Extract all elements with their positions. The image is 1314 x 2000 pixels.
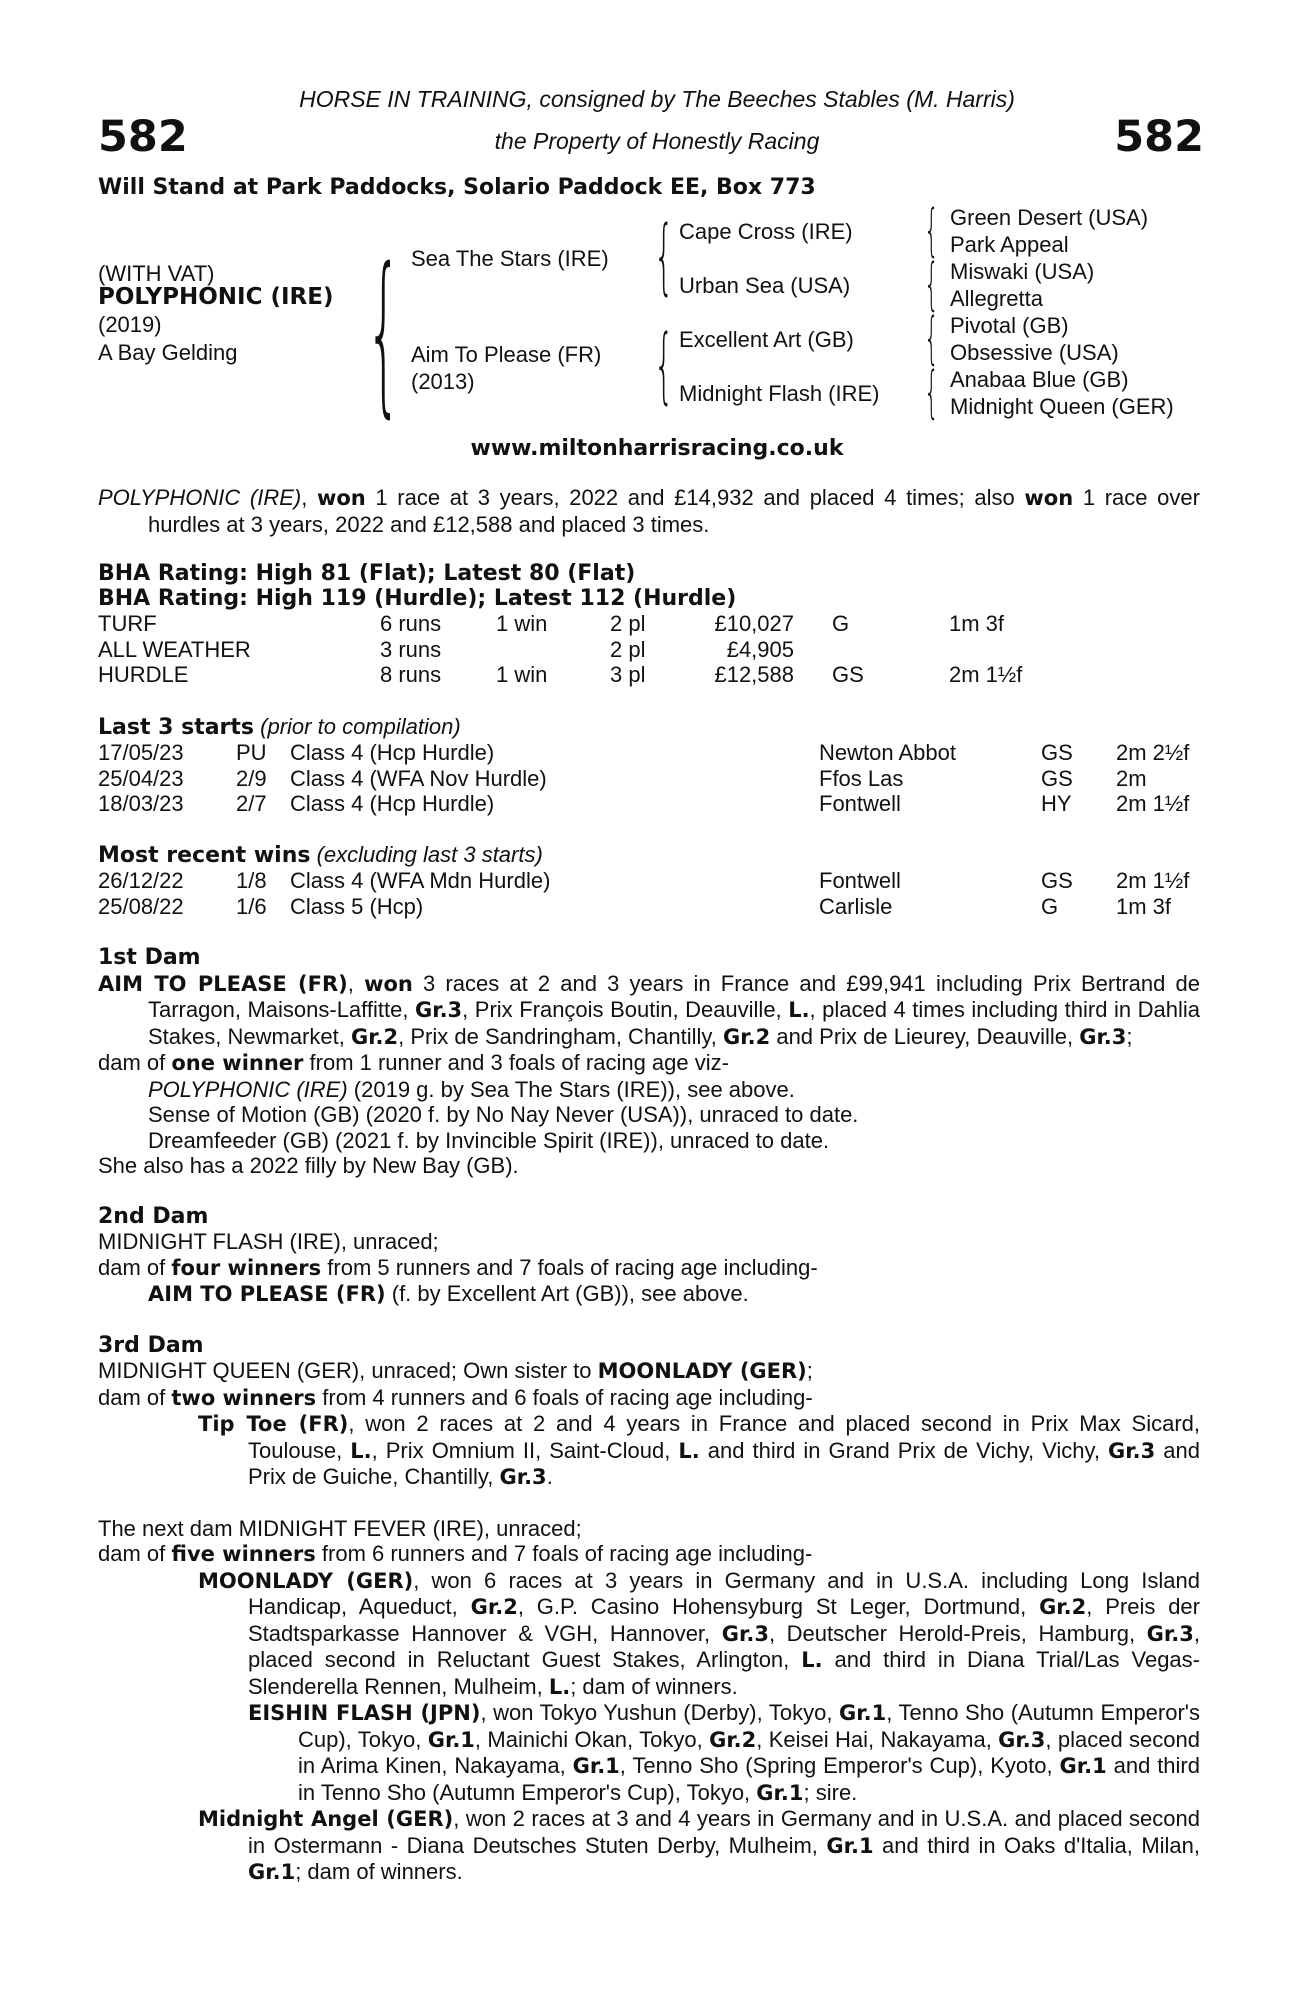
first-dam-record: AIM TO PLEASE (FR), won 3 races at 2 and 3 years in France and £99,941 including Prix Bertrand de Tarragon, Maisons-Laffitte, Gr.3, Prix François Boutin, Deauville, L., placed 4 times including third in Dahlia Stakes, Newmarket, Gr.2, Prix de Sandringham, Chantilly, Gr.2 and Prix de Lieurey, Deauville, Gr.3; <box>98 970 1200 1049</box>
grade-label: Gr.2 <box>350 1024 399 1049</box>
start-course: Fontwell <box>819 791 901 816</box>
sibling-name: MOONLADY (GER) <box>597 1359 807 1383</box>
last-starts-note: (prior to compilation) <box>260 714 461 739</box>
win-date: 26/12/22 <box>98 868 184 893</box>
progeny-entry: Dreamfeeder (GB) (2021 f. by Invincible Spirit (IRE)), unraced to date. <box>148 1127 830 1153</box>
record-runs: 6 runs <box>380 611 442 636</box>
record-placed: 3 pl <box>610 662 646 687</box>
record-text: , won 2 races at 2 and 4 years in France and placed second in Prix Max Sicard, Toulouse, <box>248 1411 1201 1463</box>
start-distance: 2m 2½f <box>1116 740 1190 765</box>
record-row <box>98 662 1022 688</box>
stand-location: Will Stand at Park Paddocks, Solario Paddock EE, Box 773 <box>98 175 816 200</box>
grade-label: L. <box>548 1674 571 1699</box>
record-wins <box>496 637 610 663</box>
summary-text: 1 race at 3 years, 2022 and £14,932 and placed 4 times; also <box>365 485 1025 510</box>
start-position: 2/7 <box>236 791 267 816</box>
produce-text: dam of <box>98 1050 172 1075</box>
summary-horse-name: POLYPHONIC (IRE) <box>98 485 302 510</box>
win-going: GS <box>1041 868 1073 893</box>
next-dam-produce <box>98 1541 1200 1568</box>
win-position: 1/8 <box>236 868 267 893</box>
brace-g4: { <box>924 360 939 425</box>
progeny-entry: Sense of Motion (GB) (2020 f. by No Nay Never (USA)), unraced to date. <box>148 1102 859 1127</box>
record-text: ; <box>806 1358 813 1383</box>
record-text: and Prix de Lieurey, Deauville, <box>770 1023 1080 1049</box>
grade-label: Gr.2 <box>1039 1595 1087 1619</box>
grandsire-3: Pivotal (GB) <box>950 313 1069 338</box>
win-race: Class 5 (Hcp) <box>290 893 424 919</box>
progeny-text: (2019 g. by Sea The Stars (IRE)), see above. <box>347 1076 795 1102</box>
record-text: , Mainichi Okan, Tokyo, <box>474 1726 710 1752</box>
grade-label: Gr.1 <box>839 1701 887 1725</box>
won-label: won <box>1024 486 1074 510</box>
record-text: ; sire. <box>803 1779 858 1805</box>
produce-text: dam of <box>98 1254 172 1280</box>
recent-wins-note: (excluding last 3 starts) <box>316 842 543 867</box>
record-row <box>98 611 1022 637</box>
start-race: Class 4 (Hcp Hurdle) <box>290 791 495 816</box>
start-distance: 2m 1½f <box>1116 791 1190 816</box>
consignment-line: HORSE IN TRAINING, consigned by The Beeches Stables (M. Harris) <box>299 86 1015 112</box>
lot-number-left: 582 <box>98 112 188 162</box>
granddam-4: Midnight Queen (GER) <box>950 394 1174 419</box>
record-text: and third in Oaks d'Italia, Milan, <box>873 1832 1200 1858</box>
first-dam-title: 1st Dam <box>98 945 201 970</box>
brace-dam: { <box>654 318 674 413</box>
record-wins: 1 win <box>496 662 548 687</box>
record-text: , won 2 races at 3 and 4 years in Germany and in U.S.A. and placed second in Ostermann - Diana Deutsches Stuten Derby, Mulheim, <box>248 1806 1200 1858</box>
grade-label: L. <box>678 1438 700 1463</box>
record-text: , placed second in Reluctant Guest Stakes, Arlington, <box>248 1620 1200 1672</box>
produce-text: from 6 runners and 7 foals of racing age including- <box>315 1541 813 1566</box>
winner-count: one winner <box>171 1051 304 1075</box>
win-position: 1/6 <box>236 893 267 919</box>
record-text: and third in Tenno Sho (Autumn Emperor's Cup), Tokyo, <box>298 1753 1200 1805</box>
grade-label: Gr.3 <box>721 1621 769 1646</box>
first-dam-produce <box>98 1050 1200 1077</box>
record-prize: £4,905 <box>726 636 794 662</box>
record-text: ; dam of winners. <box>295 1859 463 1884</box>
produce-text: from 4 runners and 6 foals of racing age including- <box>316 1384 813 1410</box>
brace-main: { <box>366 231 402 434</box>
progeny-entry <box>98 1568 1200 1701</box>
start-date: 17/05/23 <box>98 740 184 765</box>
second-dam-title: 2nd Dam <box>98 1203 209 1229</box>
record-text: , Keisei Hai, Nakayama, <box>756 1726 999 1752</box>
winner-count: four winners <box>171 1255 322 1280</box>
grandsire-2: Miswaki (USA) <box>950 259 1095 284</box>
first-dam-note: She also has a 2022 filly by New Bay (GB). <box>98 1153 519 1178</box>
grade-label: Gr.3 <box>1079 1024 1127 1049</box>
grade-label: Gr.2 <box>723 1024 771 1049</box>
grade-label: Gr.3 <box>998 1727 1046 1752</box>
win-distance: 2m 1½f <box>1116 868 1190 893</box>
start-distance: 2m <box>1116 765 1147 791</box>
progeny-name: EISHIN FLASH (JPN) <box>248 1701 481 1725</box>
grade-label: L. <box>350 1438 372 1463</box>
record-type: TURF <box>98 611 157 636</box>
record-placed: 2 pl <box>610 636 646 662</box>
record-text: , placed second in Arima Kinen, Nakayama, <box>298 1726 1200 1778</box>
progeny-name: MOONLADY (GER) <box>198 1568 414 1593</box>
progeny-name: Tip Toe (FR) <box>198 1412 349 1436</box>
granddam-3: Obsessive (USA) <box>950 340 1119 365</box>
grade-label: Gr.1 <box>756 1780 804 1805</box>
record-runs: 3 runs <box>380 636 442 662</box>
website-link[interactable]: www.miltonharrisracing.co.uk <box>470 436 844 461</box>
start-row <box>98 791 1189 817</box>
brace-g3: { <box>924 306 939 371</box>
record-distance: 2m 1½f <box>949 662 1023 687</box>
brace-sire: { <box>654 209 674 304</box>
progeny-name: POLYPHONIC (IRE) <box>148 1076 348 1102</box>
start-race: Class 4 (Hcp Hurdle) <box>290 740 495 765</box>
record-text: , Tenno Sho (Autumn Emperor's Cup), Tokyo, <box>298 1700 1201 1752</box>
record-text: MIDNIGHT QUEEN (GER), unraced; Own sister to <box>98 1358 598 1383</box>
start-going: HY <box>1041 791 1072 816</box>
progeny-name: AIM TO PLEASE (FR) <box>148 1282 386 1306</box>
record-row <box>98 637 1022 663</box>
last-starts-heading <box>98 714 461 740</box>
record-text: . <box>546 1464 553 1489</box>
record-runs: 8 runs <box>380 662 442 687</box>
start-position: 2/9 <box>236 765 267 791</box>
won-label: won <box>316 486 366 510</box>
record-text: , Tenno Sho (Spring Emperor's Cup), Kyoto, <box>619 1753 1060 1778</box>
grade-label: Gr.1 <box>248 1860 296 1884</box>
granddam-1: Park Appeal <box>950 232 1069 257</box>
grandsire-4: Anabaa Blue (GB) <box>950 367 1129 392</box>
record-prize: £12,588 <box>714 662 794 687</box>
win-row <box>98 894 1189 920</box>
next-dam-record: The next dam MIDNIGHT FEVER (IRE), unraced; <box>98 1515 582 1541</box>
granddam-2: Allegretta <box>950 286 1043 311</box>
winner-count: five winners <box>171 1542 316 1566</box>
record-wins: 1 win <box>496 611 548 636</box>
progeny-text: (f. by Excellent Art (GB)), see above. <box>385 1281 749 1306</box>
vat-label: (WITH VAT) <box>98 261 215 286</box>
dam-dam: Midnight Flash (IRE) <box>679 381 880 406</box>
record-text: , G.P. Casino Hohensyburg St Leger, Dortmund, <box>517 1594 1040 1619</box>
record-text: , Prix de Sandringham, Chantilly, <box>398 1023 724 1049</box>
progeny-entry <box>98 1077 1200 1103</box>
grade-label: Gr.1 <box>572 1754 620 1778</box>
record-placed: 2 pl <box>610 611 646 636</box>
second-dam-produce <box>98 1255 1200 1282</box>
grade-label: L. <box>788 998 810 1022</box>
brace-g2: { <box>924 252 939 317</box>
grade-label: Gr.1 <box>1059 1754 1107 1778</box>
record-type: HURDLE <box>98 662 189 687</box>
win-date: 25/08/22 <box>98 893 184 919</box>
win-row <box>98 868 1189 894</box>
record-type: ALL WEATHER <box>98 636 251 662</box>
third-dam-record <box>98 1358 1200 1385</box>
record-text: , won Tokyo Yushun (Derby), Tokyo, <box>480 1700 840 1725</box>
third-dam-title: 3rd Dam <box>98 1332 204 1358</box>
win-going: G <box>1041 893 1059 919</box>
produce-text: dam of <box>98 1384 172 1410</box>
record-text: , Prix François Boutin, Deauville, <box>462 997 789 1022</box>
bha-rating-hurdle: BHA Rating: High 119 (Hurdle); Latest 112 (Hurdle) <box>98 586 737 611</box>
win-course: Carlisle <box>819 893 893 919</box>
third-dam-produce <box>98 1385 1200 1412</box>
win-course: Fontwell <box>819 868 901 893</box>
horse-description: A Bay Gelding <box>98 340 238 365</box>
grandsire-1: Green Desert (USA) <box>950 205 1149 230</box>
start-date: 25/04/23 <box>98 765 184 791</box>
record-text: and third in Diana Trial/Las Vegas-Slenderella Rennen, Mulheim, <box>248 1647 1200 1699</box>
grade-label: Gr.2 <box>470 1595 518 1619</box>
produce-text: from 1 runner and 3 foals of racing age viz- <box>303 1050 729 1075</box>
grade-label: Gr.1 <box>826 1833 874 1858</box>
record-text: , placed 4 times including third in Dahlia Stakes, Newmarket, <box>148 997 1200 1049</box>
win-distance: 1m 3f <box>1116 893 1172 919</box>
produce-text: dam of <box>98 1541 172 1566</box>
record-table <box>98 611 1022 688</box>
recent-wins-title: Most recent wins <box>98 843 311 868</box>
dam-sections <box>98 945 1200 1886</box>
record-text: and Prix de Guiche, Chantilly, <box>248 1437 1200 1489</box>
progeny-entry <box>98 1806 1200 1886</box>
start-race: Class 4 (WFA Nov Hurdle) <box>290 765 547 791</box>
record-text: ; <box>1126 1023 1133 1049</box>
summary-paragraph: POLYPHONIC (IRE), won 1 race at 3 years, 2022 and £14,932 and placed 4 times; also won 1 race over hurdles at 3 years, 2022 and £12,588 and placed 3 times. <box>98 485 1200 537</box>
record-distance <box>949 637 1022 663</box>
record-text: , won 6 races at 3 years in Germany and in U.S.A. including Long Island Handicap, Aqueduct, <box>248 1567 1201 1619</box>
start-row <box>98 766 1189 792</box>
start-date: 18/03/23 <box>98 791 184 816</box>
bha-rating-flat: BHA Rating: High 81 (Flat); Latest 80 (Flat) <box>98 561 636 586</box>
start-position: PU <box>236 740 267 765</box>
produce-text: from 5 runners and 7 foals of racing age including- <box>321 1254 818 1280</box>
progeny-entry <box>98 1411 1200 1491</box>
start-row <box>98 740 1189 766</box>
won-label: won <box>364 971 413 996</box>
sire-dam: Urban Sea (USA) <box>679 273 851 298</box>
record-text: , Prix Omnium II, Saint-Cloud, <box>371 1437 679 1463</box>
record-distance: 1m 3f <box>949 611 1005 636</box>
progeny-entry <box>98 1700 1200 1806</box>
dam-name: Aim To Please (FR) <box>411 342 602 367</box>
second-dam-record: MIDNIGHT FLASH (IRE), unraced; <box>98 1229 439 1254</box>
horse-name: POLYPHONIC (IRE) <box>98 284 334 310</box>
grade-label: Gr.2 <box>709 1727 757 1752</box>
win-race: Class 4 (WFA Mdn Hurdle) <box>290 868 551 893</box>
last-starts-title: Last 3 starts <box>98 715 255 740</box>
record-going: GS <box>832 662 864 687</box>
progeny-entry <box>98 1281 1200 1308</box>
dam-sire: Excellent Art (GB) <box>679 327 854 352</box>
sire-sire: Cape Cross (IRE) <box>679 219 853 244</box>
start-going: GS <box>1041 740 1073 765</box>
summary-text: 1 race over hurdles at 3 years, 2022 and £12,588 and placed 3 times. <box>148 485 1200 537</box>
start-going: GS <box>1041 765 1073 791</box>
recent-wins-table <box>98 868 1189 919</box>
grade-label: L. <box>801 1648 823 1672</box>
first-dam-name: AIM TO PLEASE (FR) <box>98 971 348 996</box>
brace-g1: { <box>924 198 939 263</box>
last-starts-table <box>98 740 1189 817</box>
start-course: Ffos Las <box>819 765 904 791</box>
record-text: 3 races at 2 and 3 years in France and £99,941 including Prix Bertrand de Tarragon, Maisons-Laffitte, <box>148 970 1200 1022</box>
grade-label: Gr.3 <box>1146 1621 1194 1646</box>
record-text: , Preis der Stadtsparkasse Hannover & VGH, Hannover, <box>248 1594 1200 1646</box>
start-course: Newton Abbot <box>819 740 956 765</box>
sire-name: Sea The Stars (IRE) <box>411 246 609 271</box>
record-text: , Deutscher Herold-Preis, Hamburg, <box>768 1620 1147 1646</box>
grade-label: Gr.3 <box>1108 1438 1156 1463</box>
progeny-name: Midnight Angel (GER) <box>198 1807 454 1831</box>
record-text: and third in Grand Prix de Vichy, Vichy, <box>699 1437 1109 1463</box>
dam-year: (2013) <box>411 369 475 394</box>
lot-number-right: 582 <box>1114 112 1204 162</box>
grade-label: Gr.3 <box>414 998 463 1022</box>
record-going <box>832 637 949 663</box>
grade-label: Gr.3 <box>499 1465 547 1489</box>
property-line: the Property of Honestly Racing <box>494 128 820 154</box>
record-text: ; dam of winners. <box>570 1673 738 1699</box>
winner-count: two winners <box>171 1385 317 1410</box>
grade-label: Gr.1 <box>427 1727 475 1752</box>
recent-wins-heading <box>98 842 543 868</box>
record-going: G <box>832 611 850 636</box>
record-prize: £10,027 <box>714 611 794 636</box>
horse-year: (2019) <box>98 312 162 337</box>
